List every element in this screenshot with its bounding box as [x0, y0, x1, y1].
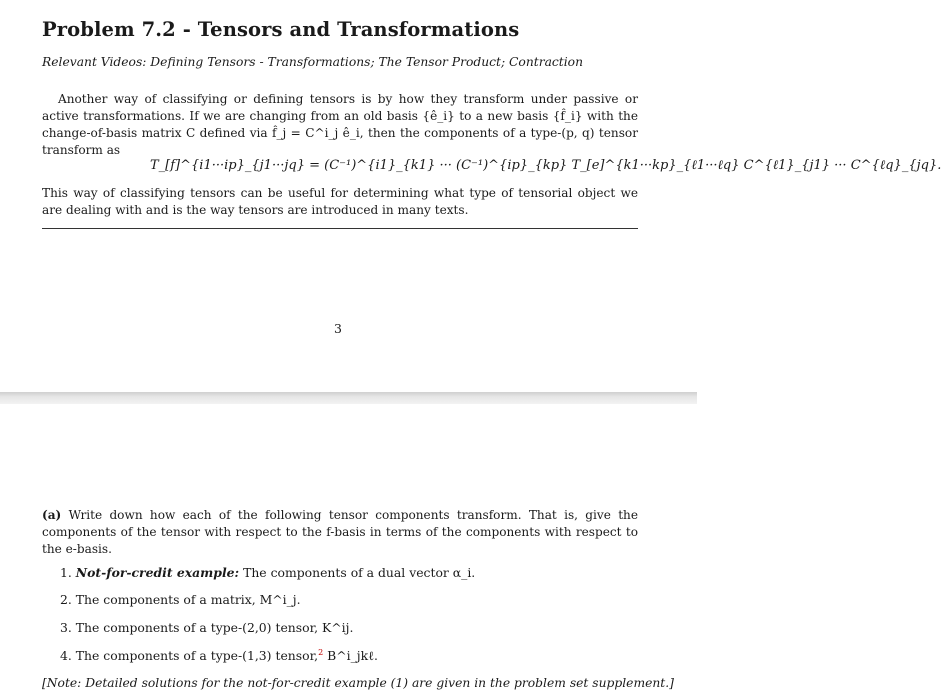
relevant-videos: Relevant Videos: Defining Tensors - Transformations; The Tensor Product; Contraction: [42, 55, 583, 69]
list-item: 1. Not-for-credit example: The components of a dual vector α_i.: [60, 565, 476, 580]
list-item: 2. The components of a matrix, M^i_j.: [60, 592, 301, 607]
intro-paragraph: [42, 91, 638, 159]
part-a-paragraph: [42, 507, 638, 558]
page-break: [0, 392, 697, 404]
intro-text: Another way of classifying or defining tensors is by how they transform under passive or active transformations. If we are changing from an old basis {ê_i} to a new basis {f̂_i} with the change-of-basis matrix C defined via f̂_j = C^i_j ê_i, then the components of a type-(p, q) tensor transform as: [42, 92, 638, 157]
transformation-equation: T_[f]^{i1···ip}_{j1···jq} = (C⁻¹)^{i1}_{k1} ··· (C⁻¹)^{ip}_{kp} T_[e]^{k1···kp}_{ℓ1···ℓq} C^{ℓ1}_{j1} ··· C^{ℓq}_{jq}.: [150, 158, 941, 173]
problem-title: Problem 7.2 - Tensors and Transformations: [42, 18, 520, 41]
part-a-label: (a): [42, 508, 62, 522]
not-for-credit-label: Not-for-credit example:: [75, 565, 240, 580]
page-4: [0, 404, 697, 700]
footnote-link[interactable]: 2: [318, 648, 324, 657]
page-number: 3: [334, 321, 342, 336]
part-a-text: Write down how each of the following tensor components transform. That is, give the components of the tensor with respect to the f-basis in terms of the components with respect to the e-basis.: [42, 508, 638, 556]
supplement-note: [Note: Detailed solutions for the not-for-credit example (1) are given in the problem set supplement.]: [42, 676, 674, 690]
list-item: 3. The components of a type-(2,0) tensor, K^ij.: [60, 620, 354, 635]
list-item: 4. The components of a type-(1,3) tensor,$^2$ B^i_jkℓ.: [60, 648, 378, 664]
closing-paragraph: This way of classifying tensors can be useful for determining what type of tensorial object we are dealing with and is the way tensors are introduced in many texts.: [42, 186, 638, 217]
section-divider: [42, 228, 638, 229]
